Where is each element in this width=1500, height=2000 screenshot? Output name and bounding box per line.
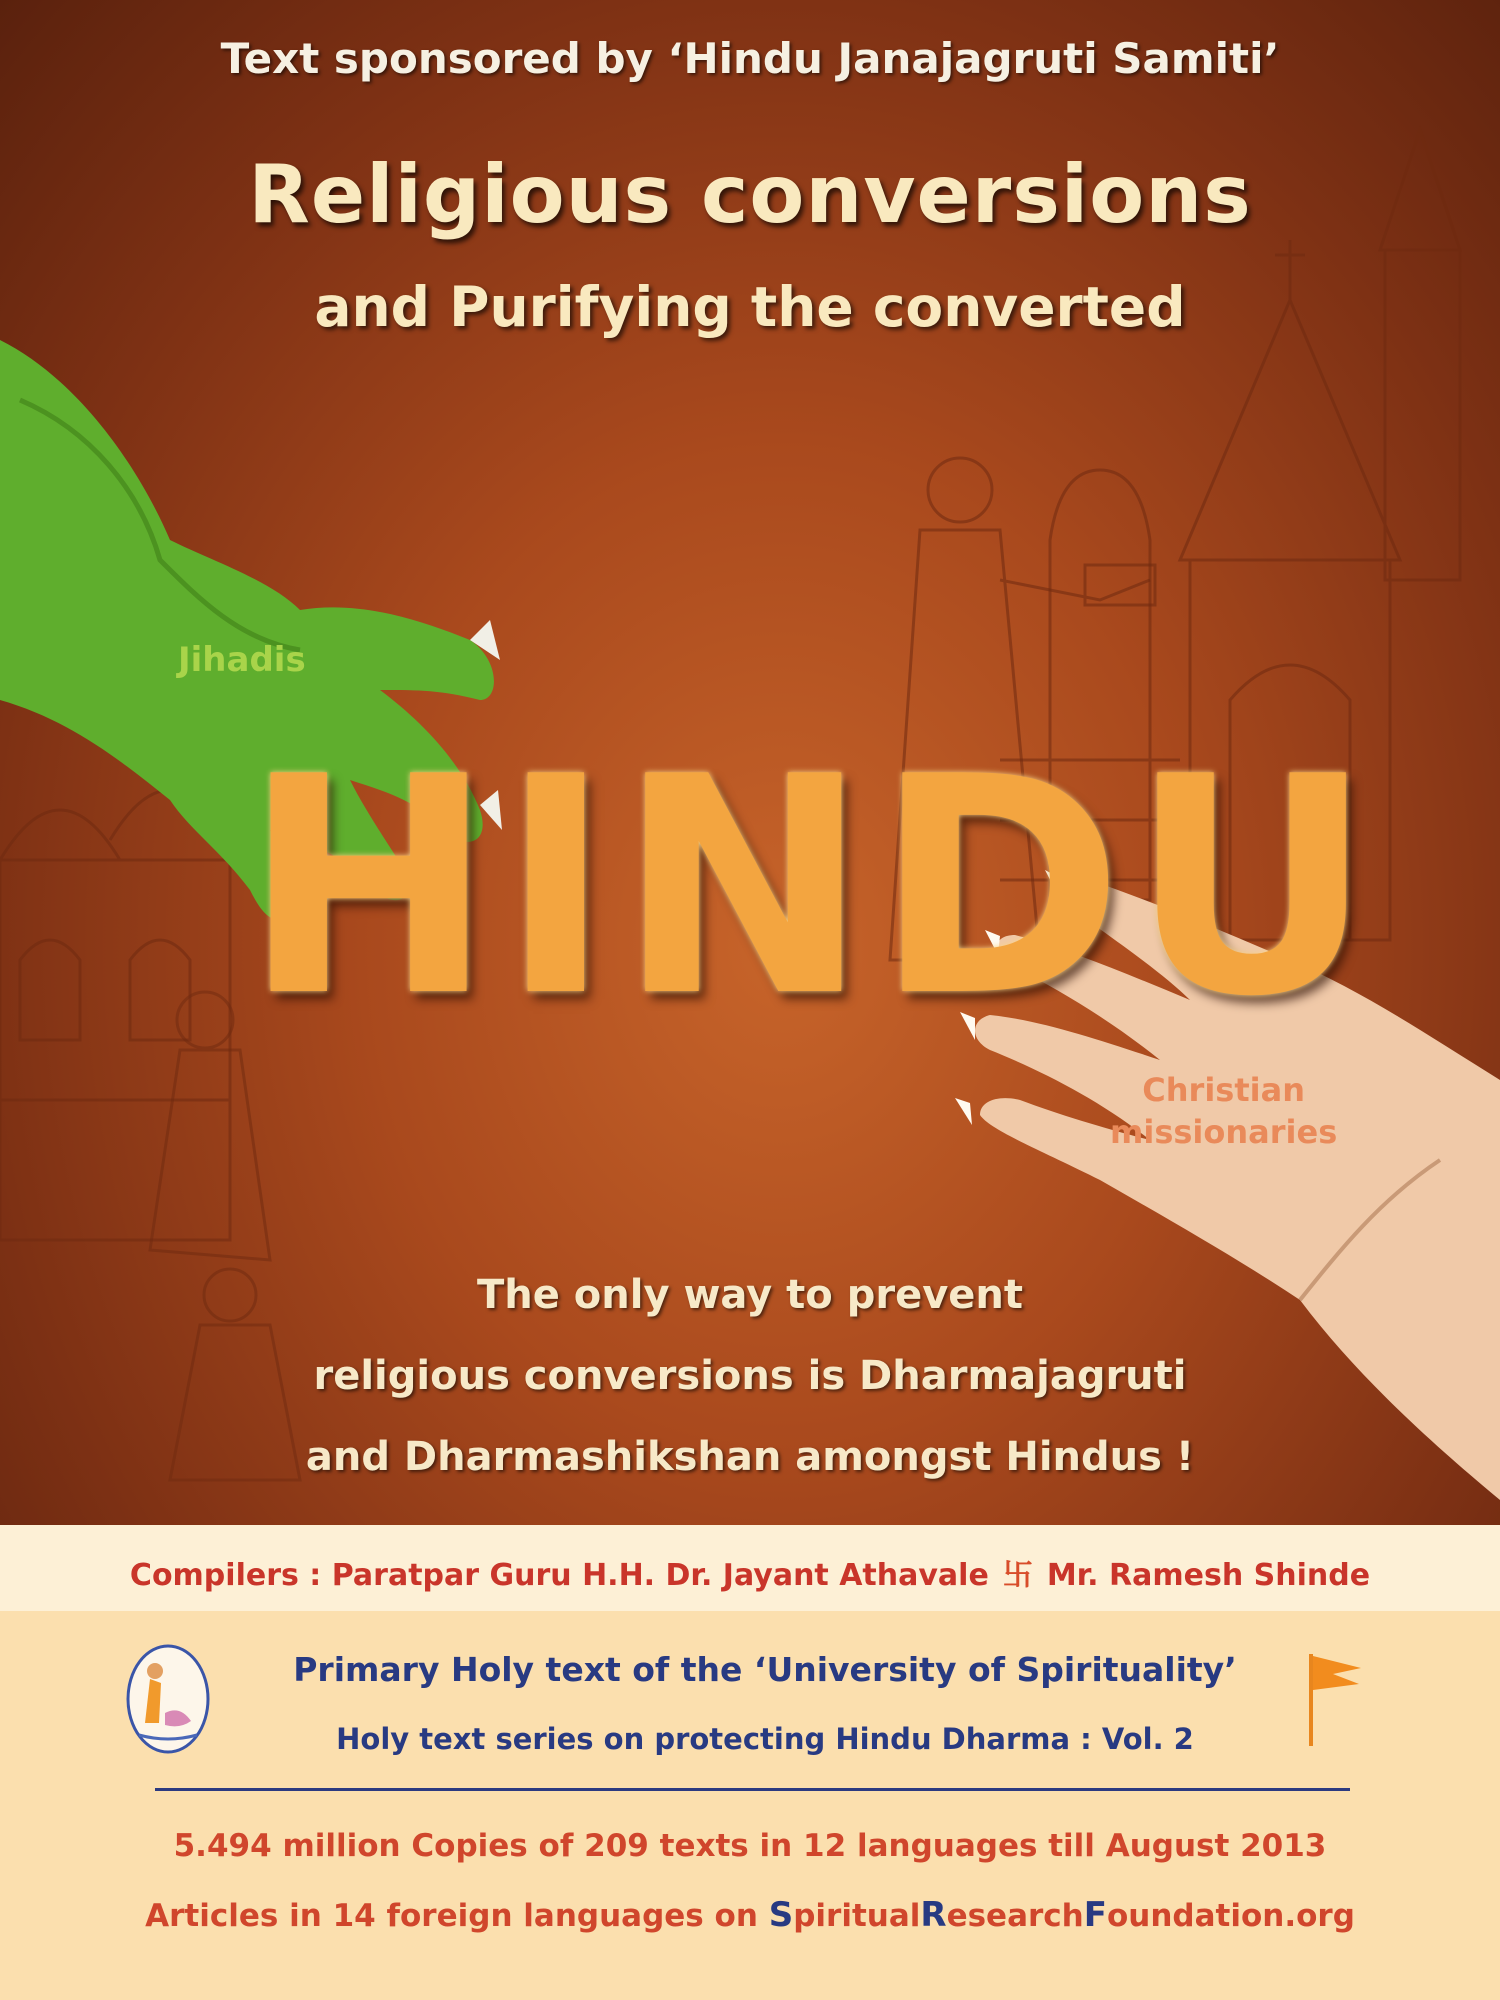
primary-holy-text: Primary Holy text of the ‘University of Spirituality’ <box>293 1650 1237 1689</box>
christian-missionaries-label <box>1110 1070 1337 1153</box>
sponsor-line: Text sponsored by ‘Hindu Janajagruti Samiti’ <box>220 34 1280 83</box>
site-letter-s: S <box>768 1895 794 1935</box>
site-part-oundation: oundation.org <box>1106 1898 1355 1934</box>
articles-line <box>0 1895 1500 1935</box>
articles-prefix: Articles in 14 foreign languages on <box>145 1898 769 1934</box>
compilers-line <box>0 1550 1500 1594</box>
swastika-symbol: 卐 <box>1002 1558 1033 1593</box>
site-letter-r: R <box>920 1895 947 1935</box>
message-line-3: and Dharmashikshan amongst Hindus ! <box>305 1434 1195 1480</box>
copies-line: 5.494 million Copies of 209 texts in 12 languages till August 2013 <box>173 1828 1327 1864</box>
christian-label-line2: missionaries <box>1110 1112 1338 1151</box>
message-block <box>0 1255 1500 1498</box>
site-part-esearch: esearch <box>946 1898 1084 1934</box>
christian-label-line1: Christian <box>1142 1071 1305 1109</box>
compiler-second: Mr. Ramesh Shinde <box>1046 1558 1371 1593</box>
jihadis-label: Jihadis <box>178 640 306 680</box>
site-part-piritual: piritual <box>793 1898 921 1934</box>
message-line-1: The only way to prevent <box>476 1272 1023 1318</box>
series-text: Holy text series on protecting Hindu Dharma : Vol. 2 <box>336 1722 1194 1756</box>
hindu-word: HINDU <box>243 713 1380 1062</box>
site-letter-f: F <box>1083 1895 1107 1935</box>
compilers-text: Compilers : Paratpar Guru H.H. Dr. Jayant Athavale <box>129 1558 989 1593</box>
saffron-flag-icon <box>1305 1650 1365 1748</box>
temple-sketch <box>0 790 230 1240</box>
message-line-2: religious conversions is Dharmajagruti <box>313 1353 1187 1399</box>
divider-line <box>155 1788 1350 1791</box>
guru-logo-icon <box>125 1643 211 1755</box>
cover-subtitle: and Purifying the converted <box>314 275 1186 339</box>
cover-title: Religious conversions <box>248 148 1252 241</box>
